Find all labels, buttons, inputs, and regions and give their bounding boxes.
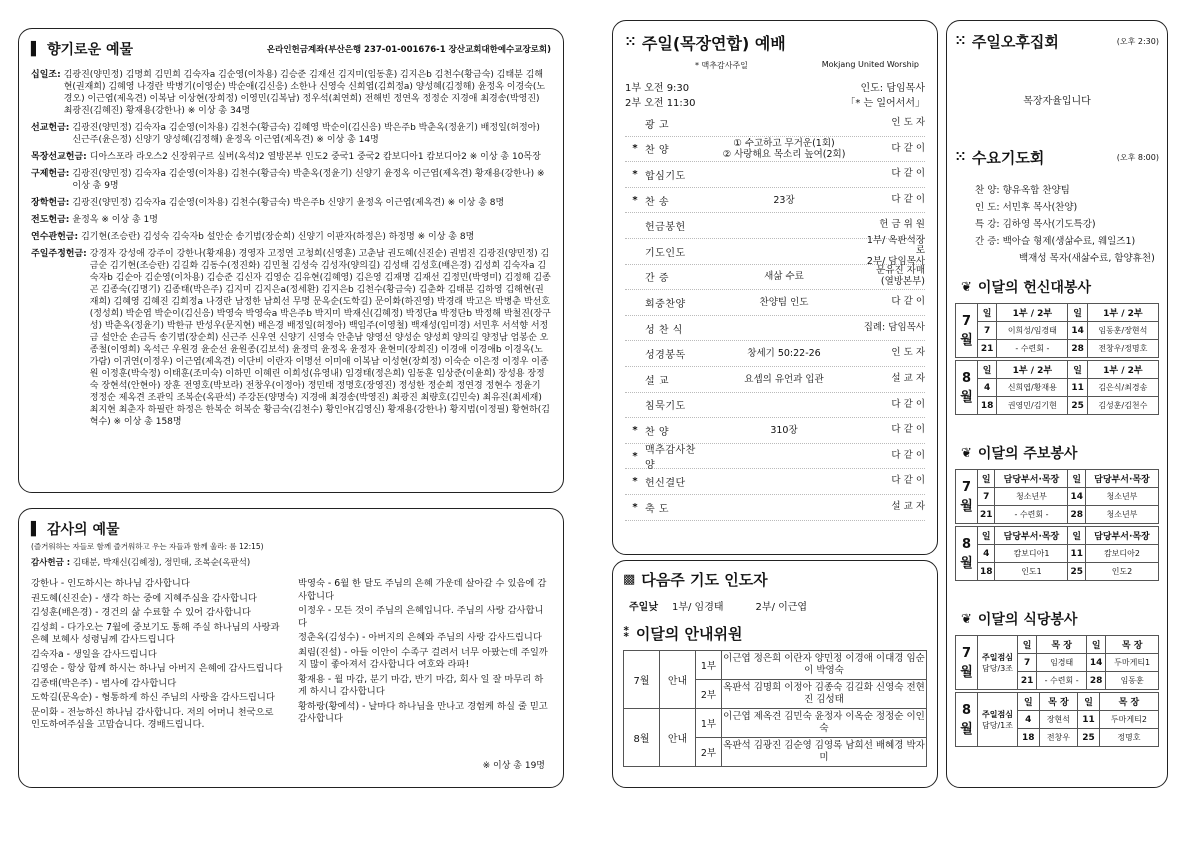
wednesday-title: ⁙ 수요기도회 [955,149,1045,167]
service-item [625,418,925,444]
service-cell: 두마게티1 [1106,654,1159,672]
service-cell: 4 [1018,711,1040,729]
service-table [955,360,1159,415]
usher-part: 2부 [696,738,722,767]
service-item [625,137,925,163]
thanks-summary-label: 감사헌금 : [31,558,71,568]
usher-title: ⁑ 이달의 안내위원 [623,625,743,643]
thanks-entry: 김성희 - 다가오는 7월에 중보기도 통해 주실 하나님의 사랑과 은혜 보혜사 성령님께 감사드립니다 [31,621,280,645]
bulletin-service-tables [955,469,1159,581]
afternoon-title: ⁙ 주일오후집회 [955,33,1059,51]
service-header: 목 장 [1099,693,1158,711]
offering-row [31,122,551,146]
thanks-left-column [31,578,284,734]
service-item-name: 성경봉독 [645,350,686,362]
second-service-time: 2부 오전 11:30 [625,98,696,109]
service-row [956,397,1159,415]
service-item [625,444,925,470]
usher-part: 2부 [696,680,722,709]
service-header: 1부 / 2부 [1087,361,1158,379]
service-item-name: 축 도 [645,503,669,515]
offering-panel [18,28,564,493]
wednesday-lines [975,182,1159,267]
service-item-person: 다 같 이 [891,142,925,154]
service-header: 담당부서·목장 [1085,470,1158,488]
offering-category: 목장선교헌금: [31,152,87,162]
service-item-name: 합심기도 [645,170,686,182]
service-cell: 신희엽/황재용 [997,379,1068,397]
service-item-person: 인 도 자 [891,347,925,359]
offering-row [31,197,551,209]
usher-month: 7월 [624,651,660,709]
heart-icon: ❦ [961,279,972,295]
thanks-right-column [298,578,551,734]
offering-names: 디아스포라 라오스2 신장위구르 실버(옥석)2 열방본부 인도2 중국1 중국2 캄보디아1 캄보디아2 ※ 이상 총 10목장 [89,152,541,162]
service-cell: 정명호 [1099,729,1158,747]
service-cell: 청소년부 [995,488,1068,506]
usher-part: 1부 [696,651,722,680]
service-header: 담당부서·목장 [1085,527,1158,545]
wednesday-line: 인 도: 서민후 목사(찬양) [975,202,1078,213]
thanks-total: ※ 이상 총 19명 [482,761,545,771]
wednesday-line: 특 강: 김하영 목사(기도특강) [975,219,1096,230]
wednesday-time: (오후 8:00) [1116,153,1159,162]
service-header: 일 [1018,693,1040,711]
usher-names: 옥판석 김광진 김순영 김영록 남희선 배혜경 박자미 [722,738,927,767]
service-item-detail: 새삶 수료 [764,271,804,283]
worship-english: Mokjang United Worship [821,60,919,69]
service-cell: 14 [1068,488,1085,506]
service-label-main: 주일점심 [982,652,1013,662]
service-cell: 7 [978,488,995,506]
offering-category: 선교헌금: [31,123,70,133]
service-header-row [956,527,1159,545]
service-cell: 21 [1018,672,1037,690]
service-item-person: 다 같 이 [891,296,925,308]
thanks-entry: 김종태(박은주) - 범사에 감사합니다 [31,677,177,689]
service-month: 7월 [956,304,978,358]
thanks-entry: 정춘옥(김성수) - 아버지의 은혜와 주님의 사랑 감사드립니다 [298,632,542,643]
offering-row [31,69,551,117]
service-cell: 권영민/김기현 [997,397,1068,415]
service-cell: 김은식/최경송 [1087,379,1158,397]
service-cell: 25 [1068,563,1085,581]
next-prayer-label: 주일낮 [629,602,658,613]
thanks-title: ▌ 감사의 예물 [31,521,120,538]
service-row [956,488,1159,506]
service-header-row [956,470,1159,488]
afternoon-time: (오후 2:30) [1116,37,1159,46]
stand-mark: * [632,168,638,180]
service-cell: 청소년부 [1085,488,1158,506]
service-cell: 11 [1068,545,1085,563]
service-item-detail: 찬양팀 인도 [759,296,809,308]
service-cell: 임경태 [1037,654,1087,672]
usher-names: 옥판석 김명희 이정아 김종숙 김길화 신영숙 전현진 김성태 [722,680,927,709]
service-cell: - 수련회 - [997,340,1068,358]
thanks-entry: 김성훈(배은경) - 경건의 삶 수료할 수 있어 감사합니다 [31,607,251,618]
service-header: 일 [978,527,995,545]
service-cell: 4 [978,545,995,563]
service-cell: 25 [1078,729,1100,747]
service-row [956,322,1159,340]
service-item [625,341,925,367]
offering-category: 연수관헌금: [31,232,79,242]
service-item-name: 설 교 [645,375,669,387]
service-month: 8월 [956,361,978,415]
service-row [956,379,1159,397]
service-item [625,162,925,188]
heart-icon: ❦ [961,445,972,461]
service-header-row [956,693,1159,711]
wednesday-line: 찬 양: 향유옥합 찬양팀 [975,185,1070,196]
offering-names: 김기현(조승란) 김성숙 김숙자b 설안순 송기범(장순희) 신양기 이판자(하정은) 하정명 ※ 이상 총 8명 [81,232,475,242]
service-cell: 김성훈/김천수 [1087,397,1158,415]
offering-category: 구제헌금: [31,169,70,179]
service-month: 7월 [956,636,978,690]
usher-row [624,709,927,738]
bars-icon: ▌ [31,41,41,57]
service-item-name: 광 고 [645,119,669,131]
service-label-sub: 담당/3조 [982,663,1013,673]
service-item-detail: 23장 [773,194,795,206]
service-item-name: 성 찬 식 [645,324,683,336]
service-item-person: 다 같 이 [891,193,925,205]
thanks-entry: 김숙자a - 생일을 감사드립니다 [31,648,157,660]
thanks-entry: 황재용 - 월 마감, 분기 마감, 반기 마감, 회사 일 잘 마무리 하게 하시니 감사합니다 [298,673,544,697]
stand-mark: * [632,194,638,206]
service-cell: 이희성/임경태 [997,322,1068,340]
service-item-person: 다 같 이 [891,398,925,410]
thanks-entry: 최림(진설) - 아들 이안이 수족구 걸려서 너무 아팠는데 주일까지 많이 좋아져서 감사합니다 여호와 라파! [298,646,548,670]
offering-names: 김광진(양민정) 김명희 김민희 김숙자a 김순영(이차용) 김승준 김재선 김지미(임동훈) 김지은b 김천수(황금숙) 김태분 김해현(권재희) 김혜영 나경란 박병기(이영순) 박순애(김신응) 소한나 신영숙 신희엽(김희정a) 양성혜(김정해) 윤정옥 이경숙(노경오) 이근엽(제옥견) 이복남 이상현(장희정) 이영민(김복남) 정우석(최연희) 전해빈 정연옥 정정순 지경애 최경송(박영진) 최광진(김혜진) 황재용(강한나) ※ 이상 총 34명 [63,70,546,116]
thanks-entry: 문이화 - 전능하신 하나님 감사합니다. 저의 어머니 천국으로 인도하여주심을 고맙습니다. 경배드립니다. [31,706,274,730]
service-header-row [956,361,1159,379]
usher-month: 8월 [624,709,660,767]
service-item-name: 헌금봉헌 [645,222,686,234]
service-item-person: 설 교 자 [891,500,925,512]
offering-row [31,214,551,226]
usher-role: 안내 [660,651,696,709]
service-item [625,469,925,495]
offering-row [31,168,551,192]
wednesday-line: 백재성 목자(새삶수료, 함양휴천) [1019,253,1155,264]
thanks-entry: 강한나 - 인도하시는 하나님 감사합니다 [31,578,190,589]
schedule-panel [946,20,1168,788]
service-item [625,234,925,267]
service-item [625,495,925,521]
service-header: 일 [978,304,997,322]
thanks-entry: 박영숙 - 6월 한 달도 주님의 은혜 가운데 살아갈 수 있음에 감사합니다 [298,578,547,602]
service-cell: 7 [1018,654,1037,672]
offering-service-title: ❦ 이달의 헌신대봉사 [961,279,1091,296]
stand-mark: * [632,424,638,436]
usher-names: 이근엽 정은희 이란자 양민정 이경애 이대경 임순이 박영숙 [722,651,927,680]
service-label-sub: 담당/1조 [982,720,1013,730]
service-cell: 14 [1087,654,1106,672]
service-row [956,545,1159,563]
service-item-detail: 310장 [770,424,798,436]
service-header-row [956,304,1159,322]
offering-names: 김광진(양민정) 김숙자a 김순영(이차용) 김천수(황금숙) 박은주b 신양기 윤정옥 이근엽(제옥견) ※ 이상 총 8명 [72,198,505,208]
service-header: 1부 / 2부 [1087,304,1158,322]
service-month: 8월 [956,693,978,747]
service-item [625,393,925,419]
stand-mark: * [632,476,638,488]
first-service-leader: 인도: 담임목사 [860,83,925,94]
worship-subtitle: * 맥추감사주일 [695,61,748,70]
heart-icon: ❦ [961,611,972,627]
service-cell: 장현석 [1039,711,1078,729]
offering-row [31,151,551,163]
service-cell: 21 [978,340,997,358]
service-cell: 28 [1087,672,1106,690]
order-of-service [625,111,925,521]
checker-icon: ▩ [623,572,636,587]
service-item-name: 맥추감사찬양 [645,445,696,472]
service-header: 일 [1018,636,1037,654]
offering-category: 주일주정헌금: [31,249,87,259]
next-prayer-title: ▩ 다음주 기도 인도자 [623,571,768,589]
service-label [978,693,1018,747]
thanks-verse: (즐거워하는 자들로 함께 즐거워하고 우는 자들과 함께 울라: 롬 12:15) [31,542,264,551]
service-cell: 전창우 [1039,729,1078,747]
service-item-name: 찬 양 [645,426,669,438]
stand-mark: * [632,450,638,462]
service-row [956,563,1159,581]
service-table [955,469,1159,524]
service-item-name: 찬 송 [645,196,669,208]
service-cell: - 수련회 - [1037,672,1087,690]
service-item-person: 집례: 담임목사 [863,321,925,333]
bulletin-service-title: ❦ 이달의 주보봉사 [961,445,1078,462]
service-item-person: 문유진 자매 (열방본부) [876,265,925,287]
service-cell: 18 [1018,729,1040,747]
thanks-summary: 김태분, 박재신(김혜정), 정민태, 조복순(옥판석) [72,558,251,568]
service-item [625,188,925,214]
service-header: 일 [1078,693,1100,711]
corner-bullet-icon: ⁙ [955,150,966,165]
service-item-detail: ① 수고하고 무거운(1회) ② 사랑해요 목소리 높여(2회) [722,137,846,160]
service-item-person: 헌 금 위 원 [879,219,925,231]
service-header: 담당부서·목장 [995,527,1068,545]
thanks-entry: 이정우 - 모든 것이 주님의 은혜입니다. 주님의 사랑 감사합니다 [298,605,544,629]
service-label-main: 주일점심 [982,709,1013,719]
service-header: 목 장 [1039,693,1078,711]
thanks-entry: 권도혜(신진순) - 생각 하는 중에 지혜주심을 감사합니다 [31,592,257,604]
service-cell: 임동훈 [1106,672,1159,690]
offering-names: 윤정옥 ※ 이상 총 1명 [72,215,158,225]
service-item-detail: 창세기 50:22-26 [747,348,821,360]
service-item-person: 다 같 이 [891,449,925,461]
service-table [955,526,1159,581]
offering-list [31,69,551,428]
service-cell: 전창우/정명호 [1087,340,1158,358]
offering-names: 김광진(양민정) 김숙자a 김순영(이차용) 김천수(황금숙) 박춘옥(정윤기) 신양기 윤정옥 이근엽(제옥견) 황재용(강한나) ※ 이상 총 9명 [72,169,545,191]
service-header: 1부 / 2부 [997,361,1068,379]
service-cell: 21 [978,506,995,524]
thanks-entry: 김영순 - 항상 함께 하시는 하나님 아버지 은혜에 감사드립니다 [31,663,283,674]
usher-role: 안내 [660,709,696,767]
service-item [625,265,925,291]
bars-icon: ▌ [31,521,41,537]
service-cell: 18 [978,397,997,415]
next-prayer-first: 1부/ 임경태 [671,602,724,613]
service-item-name: 간 증 [645,273,669,285]
first-service-time: 1부 오전 9:30 [625,83,690,94]
service-item-person: 다 같 이 [891,424,925,436]
usher-table [623,650,927,767]
service-header-row [956,636,1159,654]
service-header: 일 [1087,636,1106,654]
service-header: 일 [1068,470,1085,488]
service-cell: 7 [978,322,997,340]
service-item [625,290,925,316]
offering-category: 장학헌금: [31,198,70,208]
service-header: 일 [1068,304,1087,322]
service-cell: 청소년부 [1085,506,1158,524]
meal-service-title: ❦ 이달의 식당봉사 [961,611,1078,628]
offering-service-tables [955,303,1159,415]
service-month: 8월 [956,527,978,581]
service-item [625,316,925,342]
service-item-name: 기도인도 [645,247,686,259]
thanks-panel [18,508,564,788]
service-table [955,635,1159,690]
worship-panel [612,20,938,555]
service-header: 일 [978,361,997,379]
service-header: 담당부서·목장 [995,470,1068,488]
service-cell: 4 [978,379,997,397]
worship-title: ⁙ 주일(목장연합) 예배 [625,34,786,53]
service-table [955,303,1159,358]
thanks-entry: 도학길(문옥순) - 형통하게 하신 주님의 사랑을 감사드립니다 [31,692,275,703]
service-item-person: 1부/ 옥판석장로 2부/ 담임목사 [866,234,925,267]
service-header: 목 장 [1037,636,1087,654]
service-item-detail: 요셉의 유언과 입관 [744,373,824,385]
corner-bullet-icon: ⁙ [625,35,636,50]
offering-row [31,231,551,243]
service-cell: 14 [1068,322,1087,340]
offering-row [31,248,551,428]
service-item-name: 침묵기도 [645,401,686,413]
service-cell: 인도2 [1085,563,1158,581]
offering-category: 십일조: [31,70,61,80]
service-item-person: 다 같 이 [891,475,925,487]
usher-row [624,651,927,680]
usher-names: 이근엽 제옥견 김민숙 윤정자 이옥순 정정순 이인숙 [722,709,927,738]
service-cell: 28 [1068,340,1087,358]
service-item [625,111,925,137]
offering-names: 김광진(양민정) 김숙자a 김순영(이차용) 김천수(황금숙) 김혜영 박순이(김신응) 박은주b 박춘옥(정윤기) 배정일(허정아) 신근주(윤은정) 신양기 양성혜(김정해) 윤정옥 이근엽(제옥견) ※ 이상 총 14명 [72,123,540,145]
service-cell: 28 [1068,506,1085,524]
online-account: 온라인헌금계좌(부산은행 237-01-001676-1 장산교회대한예수교장로회) [266,45,551,55]
prayer-usher-panel [612,560,938,788]
corner-bullet-icon: ⁙ [955,34,966,49]
service-item-name: 헌신결단 [645,478,686,490]
service-item-person: 인 도 자 [891,117,925,129]
stand-mark: * [632,143,638,155]
service-cell: 25 [1068,397,1087,415]
service-row [956,340,1159,358]
service-month: 7월 [956,470,978,524]
usher-part: 1부 [696,709,722,738]
thanks-entry: 황하랑(황예석) - 날마다 하나님을 만나고 경험케 하실 줄 믿고 감사합니다 [298,700,548,724]
service-item-person: 다 같 이 [891,168,925,180]
service-item-name: 회중찬양 [645,298,686,310]
service-table [955,692,1159,747]
service-header: 목 장 [1106,636,1159,654]
service-cell: 11 [1068,379,1087,397]
service-cell: 두마게티2 [1099,711,1158,729]
meal-service-tables [955,635,1159,747]
service-item [625,367,925,393]
wednesday-line: 간 증: 백아슬 형제(생삶수료, 웨일즈1) [975,236,1136,247]
next-prayer-second: 2부/ 이근엽 [755,602,808,613]
stand-mark: * [632,501,638,513]
offering-title: ▌ 향기로운 예물 [31,41,134,58]
service-header: 일 [1068,527,1085,545]
stand-note: 「* 는 일어서서」 [845,98,925,109]
afternoon-body: 목장자율입니다 [1023,96,1091,107]
service-cell: 11 [1078,711,1100,729]
service-cell: 임동훈/장현석 [1087,322,1158,340]
service-cell: - 수련회 - [995,506,1068,524]
service-row [956,506,1159,524]
service-header: 1부 / 2부 [997,304,1068,322]
service-cell: 18 [978,563,995,581]
service-label [978,636,1018,690]
offering-names: 강경자 강성애 강주이 강한나(황재용) 경영자 고정연 고청희(신영훈) 고춘남 권도혜(신진순) 권범진 김광진(양민정) 김금순 김기현(조승란) 김길화 김동수(정진화) 김민철 김성숙 김성자(양의길) 김성태 김성호(배은경) 김성희 김숙자a 김숙자b 김순아 김순영(이차용) 김승준 김신자 김영순 김유현(김혜영) 김은영 김재명 김재선 김정민(박영미) 김정해 김종곤 김종숙(김명기) 김종태(박은주) 김지미 김지은a(정세환) 김지은b 김천수(황금숙) 김춘화 김태분 김하영 김해현(권재희) 김혜영 김혜진 김희정a 나경란 남정한 남희선 무명 문옥순(도학길) 문이화(하진영) 박경래 박고은 박병춘 박선호(정성희) 박순엽 박순이(김신응) 박영숙 박영숙a 박은주b 박지미 박재신(김혜정) 박정단a 박정단b 박정해 박철진(장구성) 박춘옥(정윤기) 박한규 반성우(문지현) 배은경 배정일(허정아) 백임주(이영철) 백재성(임미경) 서민후 서석향 서정금 설안순 손금득 송기범(장순희) 신근주 신우연 신양기 신영숙 안춘남 양영선 양성순 양성희 양의길 양정남 엄봉순 오종철(이영희) 옥석근 우원경 윤순선 윤원종(김보석) 윤정덕 윤정옥 윤정자 윤현미(장희진) 이경애 이경애b 이경옥(노가람) 이귀연(이정우) 이근엽(제옥견) 이단비 이란자 이명선 이미애 이복남 이성현(장희정) 이숙순 이은정 이정우 이종원 이정훈(박숙정) 이태훈(조미숙) 이하민 이혜린 이희성(유영내) 임경태(정은희) 임동훈 임상준(이윤희) 장성용 장정숙 장현석(안현아) 장훈 전영호(박보라) 전창우(이정아) 정민태 정명호(장영진) 정성한 정순희 정연경 정현수 정윤기 정정순 제옥견 조관익 조복순(옥판석) 주강돈(양명숙) 지경애 최경송(박영진) 최광진 최량호(김민숙) 최유진(최세재) 최지현 최춘자 하필란 하정은 한복순 허복순 황금숙(김천수) 황인야(김영신) 황재용(강한나) 황지범(이정필) 황현하(김혁수) ※ 이상 총 158명 [89,249,551,427]
hash-icon: ⁑ [623,626,630,641]
service-item-person: 설 교 자 [891,372,925,384]
service-header: 일 [1068,361,1087,379]
service-item-name: 찬 양 [645,145,669,157]
service-cell: 캄보디아1 [995,545,1068,563]
service-cell: 인도1 [995,563,1068,581]
service-header: 일 [978,470,995,488]
service-cell: 캄보디아2 [1085,545,1158,563]
offering-category: 전도헌금: [31,215,70,225]
